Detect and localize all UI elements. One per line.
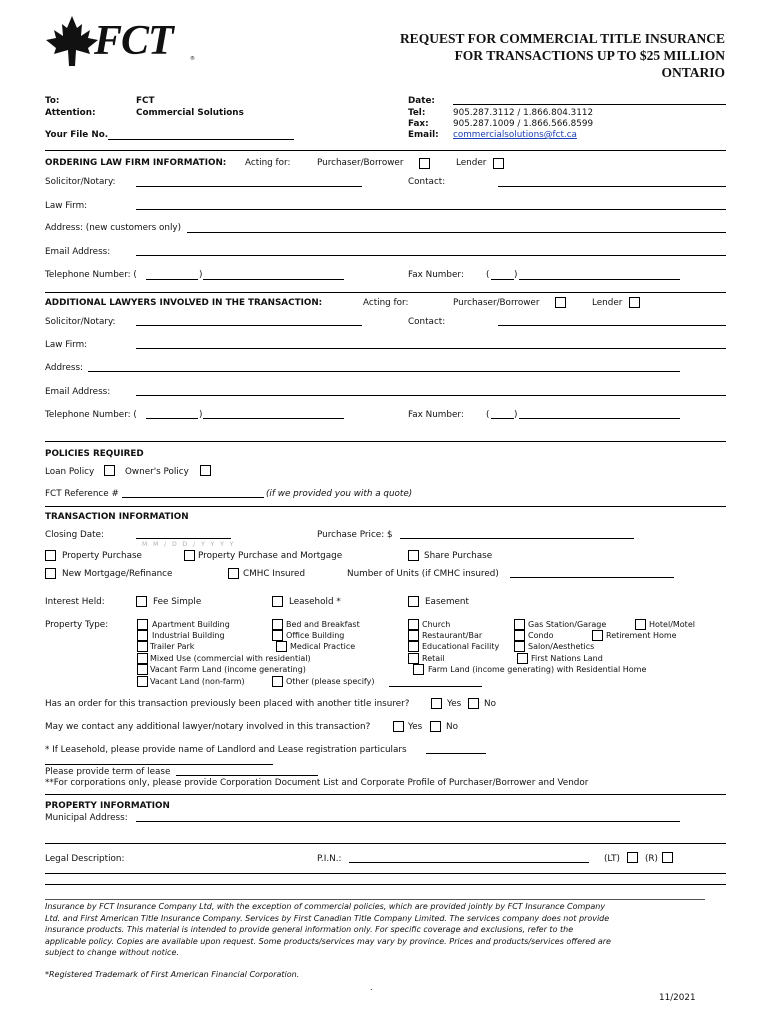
date-label: Date: xyxy=(408,96,435,106)
tel-label: Tel: xyxy=(408,108,426,118)
attention-label: Attention: xyxy=(45,108,96,118)
divider xyxy=(45,794,726,795)
ordering-solicitor-input[interactable] xyxy=(136,186,362,187)
ordering-address-input[interactable] xyxy=(187,232,726,233)
gas-station-checkbox[interactable] xyxy=(514,619,525,630)
educational-label: Educational Facility xyxy=(422,642,500,651)
additional-lender-checkbox[interactable] xyxy=(629,297,640,308)
units-input[interactable] xyxy=(510,577,674,578)
email-link[interactable]: commercialsolutions@fct.ca xyxy=(453,130,577,140)
ordering-fax-area-input[interactable] xyxy=(491,279,514,280)
additional-telephone-paren: ) xyxy=(199,410,203,420)
previous-order-question: Has an order for this transaction previously been placed with another title insurer? xyxy=(45,699,410,709)
disclaimer-line-3: insurance products. This material is intended to provide general information only. For specific coverage and exclusions, refer to the xyxy=(45,925,574,934)
additional-fax-open-paren: ( xyxy=(486,410,490,420)
church-checkbox[interactable] xyxy=(408,619,419,630)
policies-heading: POLICIES REQUIRED xyxy=(45,449,144,459)
ordering-email-label: Email Address: xyxy=(45,247,111,257)
disclaimer-line-4: applicable policy. Copies are available upon request. Some products/services may vary by province. Prices and products/services offered are xyxy=(45,937,611,946)
ordering-contact-label: Contact: xyxy=(408,177,446,187)
leasehold-note: * If Leasehold, please provide name of Landlord and Lease registration particulars xyxy=(45,745,407,755)
form-date: 11/2021 xyxy=(659,993,696,1003)
previous-order-yes-label: Yes xyxy=(447,699,462,709)
additional-telephone-area-input[interactable] xyxy=(146,418,198,419)
mixed-use-checkbox[interactable] xyxy=(137,653,148,664)
fee-simple-label: Fee Simple xyxy=(153,597,202,607)
divider xyxy=(45,292,726,293)
leasehold-particulars-input[interactable] xyxy=(426,753,486,754)
attention-value: Commercial Solutions xyxy=(136,108,244,118)
term-of-lease-input[interactable] xyxy=(176,775,318,776)
divider xyxy=(45,441,726,442)
previous-order-yes-checkbox[interactable] xyxy=(431,698,442,709)
cmhc-label: CMHC Insured xyxy=(243,569,306,579)
fct-reference-note: (if we provided you with a quote) xyxy=(266,489,413,499)
email-label: Email: xyxy=(408,130,439,140)
closing-date-label: Closing Date: xyxy=(45,530,104,540)
ordering-email-input[interactable] xyxy=(136,255,726,256)
loan-policy-checkbox[interactable] xyxy=(104,465,115,476)
additional-heading: ADDITIONAL LAWYERS INVOLVED IN THE TRANSACTION: xyxy=(45,298,323,308)
form-title xyxy=(400,30,725,81)
purchase-mortgage-checkbox[interactable] xyxy=(184,550,195,561)
trailer-checkbox[interactable] xyxy=(137,641,148,652)
additional-fax-input[interactable] xyxy=(519,418,680,419)
ordering-contact-input[interactable] xyxy=(498,186,726,187)
first-nations-checkbox[interactable] xyxy=(517,653,528,664)
mixed-use-label: Mixed Use (commercial with residential) xyxy=(150,654,311,663)
bnb-checkbox[interactable] xyxy=(272,619,283,630)
date-input[interactable] xyxy=(453,104,726,105)
disclaimer-line-5: subject to change without notice. xyxy=(45,948,179,957)
new-mortgage-checkbox[interactable] xyxy=(45,568,56,579)
ordering-acting-for: Acting for: xyxy=(245,158,291,168)
municipal-address-input-2[interactable] xyxy=(45,843,726,844)
property-purchase-label: Property Purchase xyxy=(62,551,142,561)
vacant-farm-label: Vacant Farm Land (income generating) xyxy=(150,665,306,674)
ordering-telephone-input[interactable] xyxy=(203,279,344,280)
ordering-lender-checkbox[interactable] xyxy=(493,158,504,169)
additional-telephone-label: Telephone Number: ( xyxy=(45,410,137,420)
ordering-fax-input[interactable] xyxy=(519,279,680,280)
fct-reference-input[interactable] xyxy=(122,497,264,498)
share-purchase-checkbox[interactable] xyxy=(408,550,419,561)
closing-date-hint: M M / D D / Y Y Y Y xyxy=(142,541,236,548)
additional-fax-close-paren: ) xyxy=(514,410,518,420)
fct-reference-label: FCT Reference # xyxy=(45,489,119,499)
leasehold-label: Leasehold * xyxy=(289,597,341,607)
disclaimer-line-1: Insurance by FCT Insurance Company Ltd, with the exception of commercial policies, which are provided jointly by FCT Insurance Company xyxy=(45,902,606,911)
legal-description-input[interactable] xyxy=(45,873,726,874)
additional-acting-for: Acting for: xyxy=(363,298,409,308)
vacant-land-checkbox[interactable] xyxy=(137,676,148,687)
educational-checkbox[interactable] xyxy=(408,641,419,652)
fax-label: Fax: xyxy=(408,119,429,129)
additional-purchaser-label: Purchaser/Borrower xyxy=(453,298,540,308)
pin-label: P.I.N.: xyxy=(317,854,342,864)
retail-checkbox[interactable] xyxy=(408,653,419,664)
first-nations-label: First Nations Land xyxy=(531,654,603,663)
logo-registered-mark: ® xyxy=(190,56,195,62)
new-mortgage-label: New Mortgage/Refinance xyxy=(62,569,173,579)
additional-email-label: Email Address: xyxy=(45,387,111,397)
apartment-label: Apartment Building xyxy=(152,620,230,629)
restaurant-label: Restaurant/Bar xyxy=(422,631,483,640)
tel-value: 905.287.3112 / 1.866.804.3112 xyxy=(453,108,594,118)
additional-address-input[interactable] xyxy=(88,371,680,372)
retirement-checkbox[interactable] xyxy=(592,630,603,641)
lt-label: (LT) xyxy=(604,854,620,864)
ordering-heading: ORDERING LAW FIRM INFORMATION: xyxy=(45,158,227,168)
owners-policy-checkbox[interactable] xyxy=(200,465,211,476)
additional-purchaser-checkbox[interactable] xyxy=(555,297,566,308)
additional-solicitor-label: Solicitor/Notary: xyxy=(45,317,116,327)
ordering-fax-open-paren: ( xyxy=(486,270,490,280)
property-heading: PROPERTY INFORMATION xyxy=(45,801,170,811)
contact-lawyer-yes-checkbox[interactable] xyxy=(393,721,404,732)
municipal-address-label: Municipal Address: xyxy=(45,813,128,823)
other-label: Other (please specify) xyxy=(286,677,375,686)
logo-text: FCT xyxy=(94,18,173,64)
divider xyxy=(45,506,726,507)
your-file-label: Your File No. xyxy=(45,130,109,140)
ordering-fax-label: Fax Number: xyxy=(408,270,464,280)
r-checkbox[interactable] xyxy=(662,852,673,863)
additional-solicitor-input[interactable] xyxy=(136,325,362,326)
owners-policy-label: Owner's Policy xyxy=(125,467,189,477)
condo-checkbox[interactable] xyxy=(514,630,525,641)
leasehold-particulars-input-2[interactable] xyxy=(45,764,273,765)
fee-simple-checkbox[interactable] xyxy=(136,596,147,607)
ordering-fax-close-paren: ) xyxy=(514,270,518,280)
r-label: (R) xyxy=(645,854,658,864)
additional-address-label: Address: xyxy=(45,363,83,373)
medical-checkbox[interactable] xyxy=(276,641,287,652)
ordering-telephone-paren: ) xyxy=(199,270,203,280)
other-checkbox[interactable] xyxy=(272,676,283,687)
legal-description-label: Legal Description: xyxy=(45,854,125,864)
ordering-purchaser-label: Purchaser/Borrower xyxy=(317,158,404,168)
church-label: Church xyxy=(422,620,451,629)
footer-divider xyxy=(45,899,705,900)
vacant-farm-checkbox[interactable] xyxy=(137,664,148,675)
additional-law-firm-input[interactable] xyxy=(136,348,726,349)
pin-input[interactable] xyxy=(349,862,589,863)
divider xyxy=(45,150,726,151)
restaurant-checkbox[interactable] xyxy=(408,630,419,641)
footer-dot: . xyxy=(370,983,373,992)
industrial-label: Industrial Building xyxy=(152,631,225,640)
ordering-lender-label: Lender xyxy=(456,158,487,168)
easement-label: Easement xyxy=(425,597,469,607)
ordering-solicitor-label: Solicitor/Notary: xyxy=(45,177,116,187)
property-type-label: Property Type: xyxy=(45,620,109,630)
purchase-price-input[interactable] xyxy=(400,538,634,539)
additional-contact-label: Contact: xyxy=(408,317,446,327)
office-label: Office Building xyxy=(286,631,345,640)
ordering-address-label: Address: (new customers only) xyxy=(45,223,182,233)
contact-lawyer-question: May we contact any additional lawyer/notary involved in this transaction? xyxy=(45,722,371,732)
closing-date-input[interactable] xyxy=(136,538,231,539)
hotel-label: Hotel/Motel xyxy=(649,620,695,629)
legal-description-input-2[interactable] xyxy=(45,884,726,885)
leasehold-checkbox[interactable] xyxy=(272,596,283,607)
maple-leaf-icon xyxy=(44,14,100,68)
gas-station-label: Gas Station/Garage xyxy=(528,620,607,629)
apartment-checkbox[interactable] xyxy=(137,619,148,630)
additional-law-firm-label: Law Firm: xyxy=(45,340,88,350)
municipal-address-input[interactable] xyxy=(136,821,680,822)
ordering-telephone-label: Telephone Number: ( xyxy=(45,270,137,280)
retail-label: Retail xyxy=(422,654,445,663)
trademark-note: *Registered Trademark of First American Financial Corporation. xyxy=(45,970,300,979)
retirement-label: Retirement Home xyxy=(606,631,677,640)
medical-label: Medical Practice xyxy=(290,642,356,651)
purchase-mortgage-label: Property Purchase and Mortgage xyxy=(198,551,343,561)
title-line-1: REQUEST FOR COMMERCIAL TITLE INSURANCE xyxy=(399,31,725,46)
salon-label: Salon/Aesthetics xyxy=(528,642,595,651)
other-specify-input[interactable] xyxy=(389,686,482,687)
additional-contact-input[interactable] xyxy=(498,325,726,326)
ordering-purchaser-checkbox[interactable] xyxy=(419,158,430,169)
transaction-heading: TRANSACTION INFORMATION xyxy=(45,512,189,522)
additional-email-input[interactable] xyxy=(136,395,726,396)
fax-value: 905.287.1009 / 1.866.566.8599 xyxy=(453,119,594,129)
lt-checkbox[interactable] xyxy=(627,852,638,863)
purchase-price-label: Purchase Price: $ xyxy=(317,530,393,540)
interest-held-label: Interest Held: xyxy=(45,597,105,607)
vacant-land-label: Vacant Land (non-farm) xyxy=(150,677,245,686)
salon-checkbox[interactable] xyxy=(514,641,525,652)
ordering-law-firm-input[interactable] xyxy=(136,209,726,210)
contact-lawyer-no-label: No xyxy=(446,722,458,732)
to-label: To: xyxy=(45,96,60,106)
contact-lawyer-no-checkbox[interactable] xyxy=(430,721,441,732)
industrial-checkbox[interactable] xyxy=(137,630,148,641)
share-purchase-label: Share Purchase xyxy=(424,551,493,561)
farm-residential-checkbox[interactable] xyxy=(413,664,424,675)
ordering-law-firm-label: Law Firm: xyxy=(45,201,88,211)
trailer-label: Trailer Park xyxy=(150,642,195,651)
bnb-label: Bed and Breakfast xyxy=(286,620,360,629)
additional-fax-area-input[interactable] xyxy=(491,418,514,419)
your-file-input[interactable] xyxy=(108,139,294,140)
office-checkbox[interactable] xyxy=(272,630,283,641)
ordering-telephone-area-input[interactable] xyxy=(146,279,198,280)
additional-telephone-input[interactable] xyxy=(203,418,344,419)
additional-fax-label: Fax Number: xyxy=(408,410,464,420)
hotel-checkbox[interactable] xyxy=(635,619,646,630)
term-of-lease-label: Please provide term of lease xyxy=(45,767,171,777)
title-line-2: FOR TRANSACTIONS UP TO $25 MILLION xyxy=(454,48,725,63)
title-line-3: ONTARIO xyxy=(661,65,725,80)
fct-logo xyxy=(44,14,204,70)
contact-lawyer-yes-label: Yes xyxy=(408,722,423,732)
disclaimer-line-2: Ltd. and First American Title Insurance Company. Services by First Canadian Title Company Limited. The services company does not provide xyxy=(45,914,610,923)
easement-checkbox[interactable] xyxy=(408,596,419,607)
to-value: FCT xyxy=(136,96,155,106)
previous-order-no-label: No xyxy=(484,699,496,709)
previous-order-no-checkbox[interactable] xyxy=(468,698,479,709)
corporation-note: **For corporations only, please provide Corporation Document List and Corporate Profile of Purchaser/Borrower and Vendor xyxy=(45,778,589,788)
cmhc-checkbox[interactable] xyxy=(228,568,239,579)
loan-policy-label: Loan Policy xyxy=(45,467,95,477)
condo-label: Condo xyxy=(528,631,554,640)
units-label: Number of Units (if CMHC insured) xyxy=(347,569,499,579)
property-purchase-checkbox[interactable] xyxy=(45,550,56,561)
additional-lender-label: Lender xyxy=(592,298,623,308)
farm-residential-label: Farm Land (income generating) with Residential Home xyxy=(428,665,647,674)
